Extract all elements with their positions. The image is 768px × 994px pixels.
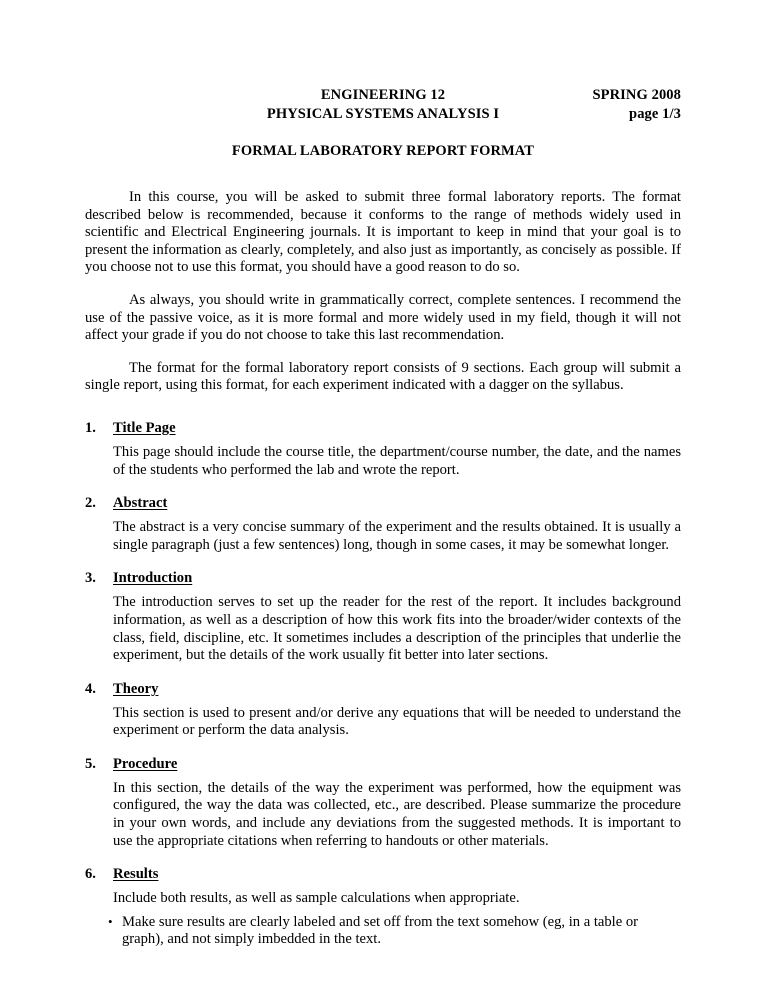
- section-title: Procedure: [113, 755, 178, 772]
- section-heading: [85, 419, 681, 437]
- section-body: This section is used to present and/or derive any equations that will be needed to understand the experiment or perform the data analysis.: [113, 704, 681, 739]
- section-body: Include both results, as well as sample calculations when appropriate.: [113, 890, 520, 907]
- section-heading: [85, 494, 681, 512]
- section-heading: [85, 569, 681, 587]
- bullet-point-icon: •: [108, 914, 113, 930]
- section-number: 1.: [85, 419, 96, 436]
- section-number: 5.: [85, 755, 96, 772]
- section-body: The abstract is a very concise summary of the experiment and the results obtained. It is usually a single paragraph (just a few sentences) long, though in some cases, it may be somewhat longer.: [113, 519, 681, 553]
- section-title: Title Page: [113, 419, 176, 436]
- term-label: SPRING 2008: [592, 87, 681, 103]
- section-item: [85, 569, 681, 664]
- section-title: Abstract: [113, 495, 168, 512]
- section-title: Introduction: [113, 570, 193, 587]
- section-body: This page should include the course title, the department/course number, the date, and the names of the students who performed the lab and wrote the report.: [113, 443, 681, 478]
- section-body: The introduction serves to set up the reader for the rest of the report. It includes background information, as well as a description of how this work fits into the broader/wider contexts of the class, field, discipline, etc. It sometimes includes a description of the principles that underlie the experiment, but the details of the work usually fit better into later sections.: [113, 594, 681, 664]
- section-item: [85, 419, 681, 479]
- section-item: [85, 755, 681, 850]
- section-number: 6.: [85, 866, 96, 883]
- section-title: Theory: [113, 680, 159, 697]
- section-number: 2.: [85, 495, 96, 512]
- page-title: FORMAL LABORATORY REPORT FORMAT: [231, 143, 535, 159]
- course-code: ENGINEERING 12: [320, 87, 446, 103]
- list-item: [85, 914, 681, 949]
- numbered-sections-list: [85, 419, 681, 949]
- section-body: In this section, the details of the way the experiment was performed, how the equipment was configured, the way the data was collected, etc., are described. Please summarize the procedure in your own words, and include any deviations from the suggested methods. It is important to use the appropriate citations when referring to handouts or other materials.: [113, 779, 681, 849]
- intro-paragraph: The format for the formal laboratory report consists of 9 sections. Each group will submit a single report, using this format, for each experiment indicated with a dagger on the syllabus.: [85, 359, 681, 394]
- section-number: 4.: [85, 680, 96, 697]
- section-item: [85, 865, 681, 949]
- page-number-label: page 1/3: [629, 106, 681, 122]
- section-item: [85, 680, 681, 740]
- document-content: [85, 86, 681, 951]
- section-bullet-list: [85, 914, 681, 949]
- intro-paragraph: In this course, you will be asked to submit three formal laboratory reports. The format described below is recommended, because it conforms to the range of methods widely used in scientific and Electrical Engineering journals. It is important to keep in mind that your goal is to present the information as clearly, completely, and also just as importantly, as concisely as possible. If you choose not to use this format, you should have a good reason to do so.: [85, 189, 681, 276]
- section-heading: [85, 865, 681, 883]
- section-title: Results: [113, 866, 159, 883]
- intro-paragraph: As always, you should write in grammatically correct, complete sentences. I recommend the use of the passive voice, as it is more formal and more widely used in my field, though it will not affect your grade if you do not choose to take this last recommendation.: [85, 291, 681, 344]
- section-number: 3.: [85, 570, 96, 587]
- header-right-block: [592, 86, 681, 124]
- section-heading: [85, 755, 681, 773]
- intro-section: [85, 189, 681, 395]
- section-heading: [85, 680, 681, 698]
- list-item-text: Make sure results are clearly labeled and set off from the text somehow (eg, in a table or graph), and not simply imbedded in the text.: [122, 913, 638, 948]
- section-item: [85, 494, 681, 554]
- course-name: PHYSICAL SYSTEMS ANALYSIS I: [266, 106, 500, 122]
- document-header: [85, 86, 681, 124]
